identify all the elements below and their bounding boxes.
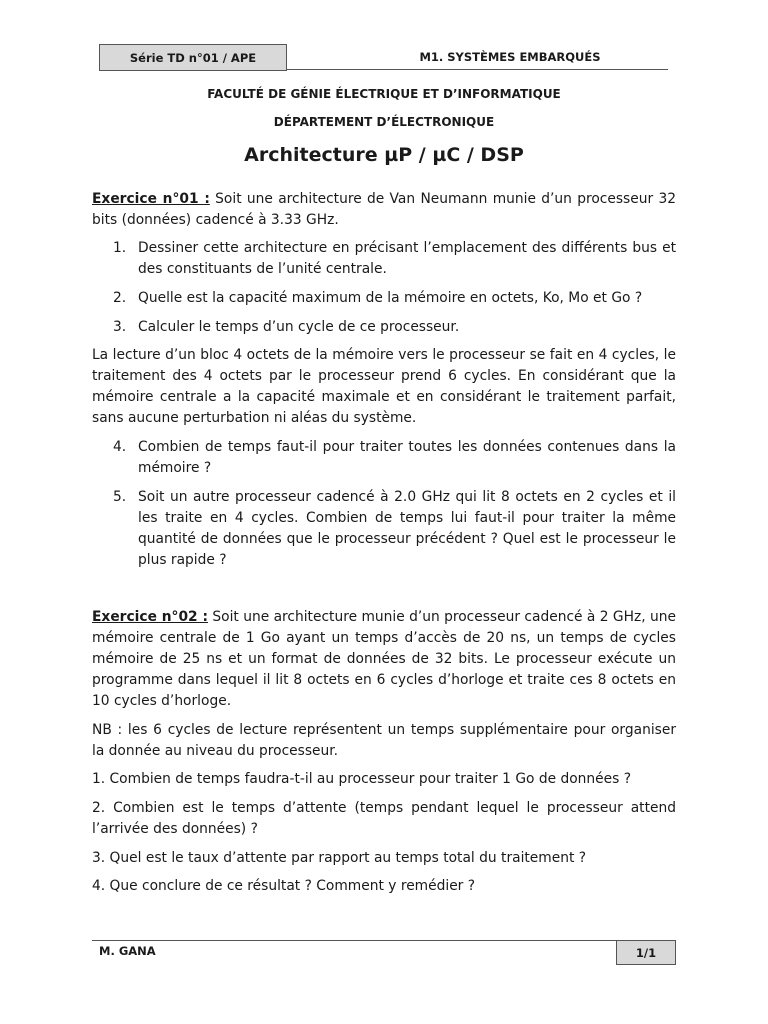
exercise-2-question-3: 3. Quel est le taux d’attente par rapport au temps total du traitement ? (92, 850, 587, 866)
exercise-2-question-4: 4. Que conclure de ce résultat ? Comment y remédier ? (92, 878, 476, 894)
exercise-1-question-2 (113, 288, 676, 309)
exercise-1-context: La lecture d’un bloc 4 octets de la mémoire vers le processeur se fait en 4 cycles, le traitement des 4 octets par le processeur prend 6 cycles. En considérant que la mémoire centrale a la capacité maximale et en considérant le traitement parfait, sans aucune perturbation ni aléas du système. (92, 347, 676, 426)
question-number: 5. (113, 489, 127, 505)
exercise-1-question-4 (113, 437, 676, 479)
exercise-1-label: Exercice n°01 : (92, 191, 210, 207)
question-text: Calculer le temps d’un cycle de ce processeur. (138, 319, 460, 335)
question-number: 1. (113, 240, 127, 256)
question-text: Soit un autre processeur cadencé à 2.0 GHz qui lit 8 octets en 2 cycles et il les traite en 4 cycles. Combien de temps lui faut-il pour traiter la même quantité de données que le processeur précédent ? Quel est le processeur le plus rapide ? (138, 489, 676, 568)
header-divider (286, 69, 668, 70)
page-title: Architecture µP / µC / DSP (244, 144, 524, 166)
series-label: Série TD n°01 / APE (99, 44, 287, 71)
question-text: Quelle est la capacité maximum de la mémoire en octets, Ko, Mo et Go ? (138, 290, 643, 306)
question-text: Dessiner cette architecture en précisant l’emplacement des différents bus et des constituants de l’unité centrale. (138, 240, 676, 277)
exercise-2-label: Exercice n°02 : (92, 609, 208, 625)
author-name: M. GANA (99, 944, 156, 958)
exercise-1-question-3 (113, 317, 676, 338)
faculty-name: FACULTÉ DE GÉNIE ÉLECTRIQUE ET D’INFORMATIQUE (207, 87, 561, 101)
exercise-1-intro (92, 189, 676, 231)
footer-divider (92, 940, 676, 941)
exercise-2-intro (92, 607, 676, 712)
exercise-2-intro-text: Soit une architecture munie d’un processeur cadencé à 2 GHz, une mémoire centrale de 1 Go ayant un temps d’accès de 20 ns, un temps de cycles mémoire de 25 ns et un format de données de 32 bits. Le processeur exécute un programme dans lequel il lit 8 octets en 6 cycles d’horloge et traite ces 8 octets en 10 cycles d’horloge. (92, 609, 676, 709)
exercise-1-question-1 (113, 238, 676, 280)
department-name: DÉPARTEMENT D’ÉLECTRONIQUE (273, 115, 495, 129)
question-number: 3. (113, 319, 127, 335)
page-number: 1/1 (616, 940, 676, 965)
question-number: 2. (113, 290, 127, 306)
module-label: M1. SYSTÈMES EMBARQUÉS (419, 49, 601, 64)
exercise-1-intro-text: Soit une architecture de Van Neumann munie d’un processeur 32 bits (données) cadencé à 3.33 GHz. (92, 191, 676, 228)
exercise-2-note: NB : les 6 cycles de lecture représentent un temps supplémentaire pour organiser la donnée au niveau du processeur. (92, 722, 676, 759)
question-number: 4. (113, 439, 127, 455)
exercise-2-question-2: 2. Combien est le temps d’attente (temps pendant lequel le processeur attend l’arrivée des données) ? (92, 800, 676, 837)
question-text: Combien de temps faut-il pour traiter toutes les données contenues dans la mémoire ? (138, 439, 676, 476)
exercise-1-question-5 (113, 487, 676, 571)
exercise-2-question-1: 1. Combien de temps faudra-t-il au processeur pour traiter 1 Go de données ? (92, 771, 632, 787)
